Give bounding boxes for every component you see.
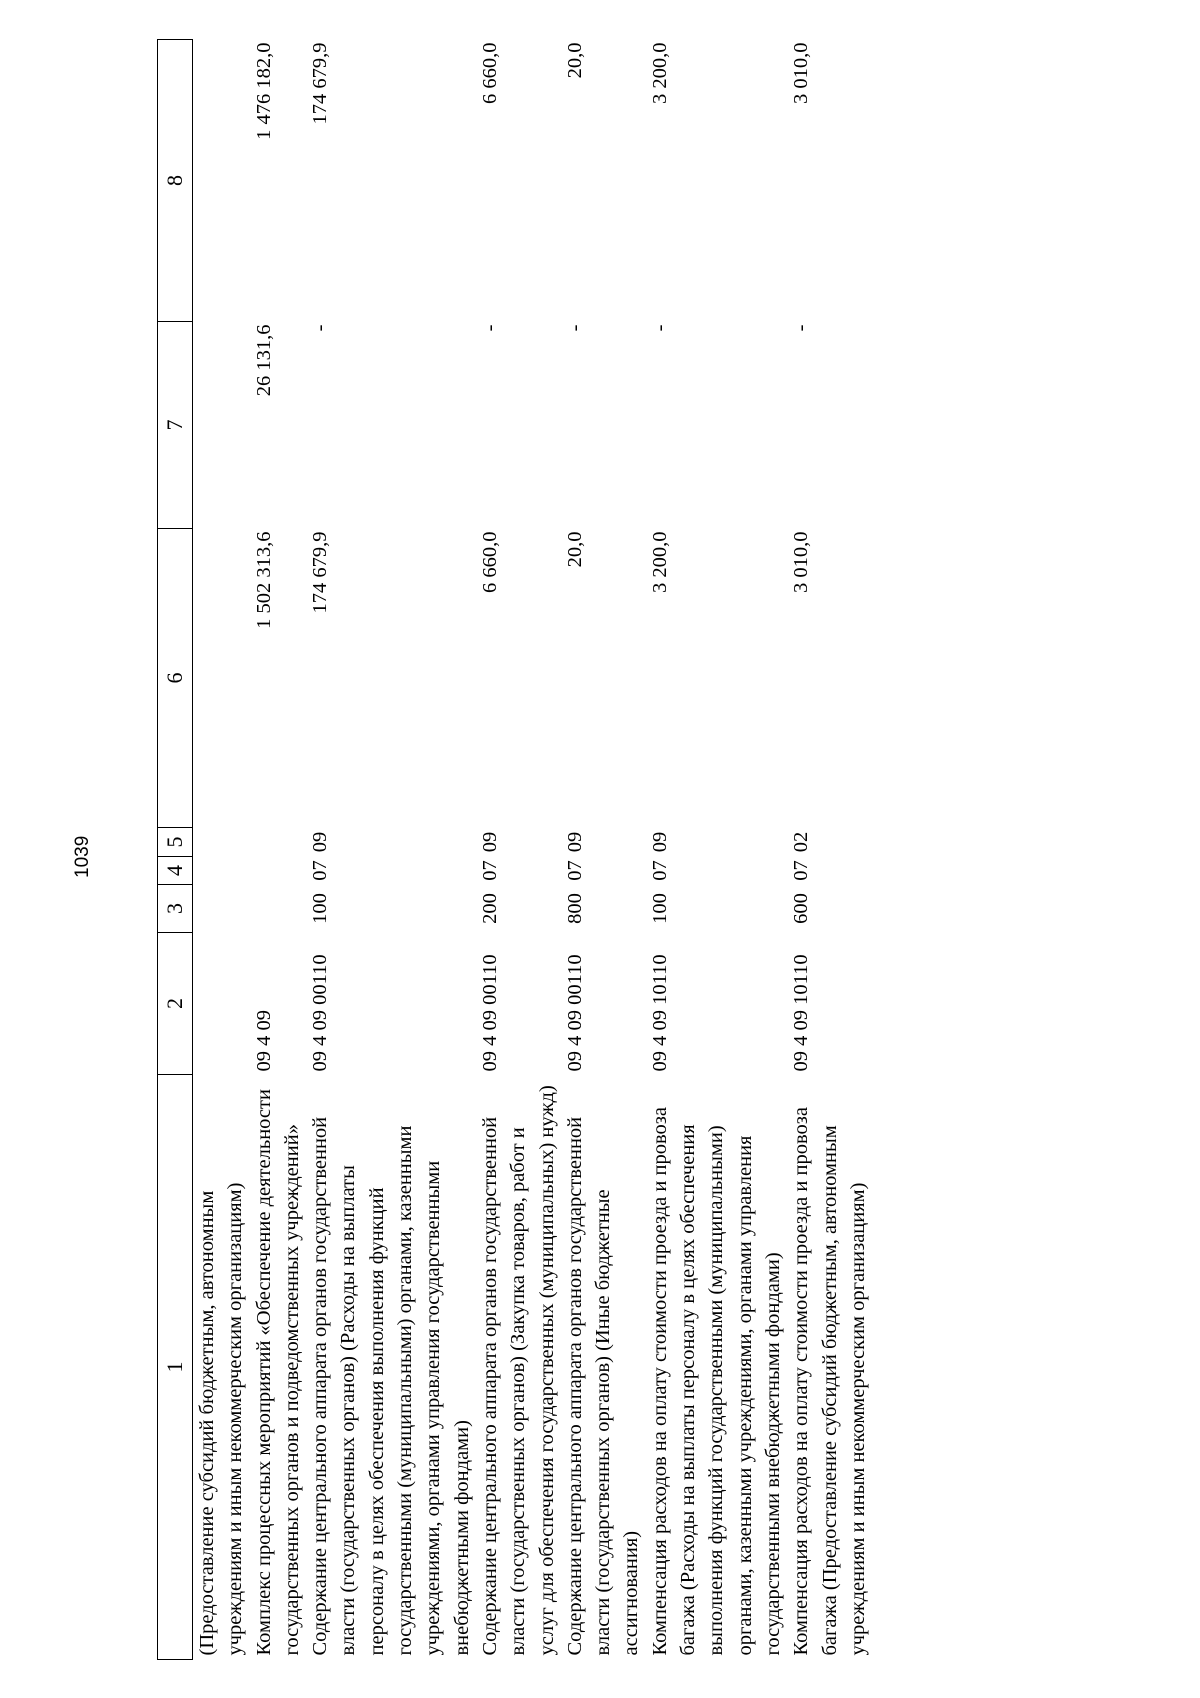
table-header xyxy=(158,40,193,1660)
change-amount: - xyxy=(648,324,671,332)
program-code: 09 4 09 00110 xyxy=(478,954,501,1072)
row-name: (Предоставление субсидий бюджетным, автономным учреждениям и иным некоммерческим организациям) xyxy=(196,1182,247,1656)
amount xyxy=(193,529,250,828)
budget-table xyxy=(157,39,872,1660)
header-row xyxy=(158,40,193,1660)
table-body xyxy=(193,40,873,1660)
subsection-code: 09 xyxy=(478,831,501,853)
subsection-code xyxy=(193,828,250,857)
section-code xyxy=(193,857,250,885)
program-code: 09 4 09 xyxy=(252,1010,275,1072)
table-row xyxy=(646,40,787,1660)
expense-type-code: 100 xyxy=(648,893,671,924)
total-amount: 3 200,0 xyxy=(648,42,671,104)
total-amount: 1 476 182,0 xyxy=(252,42,275,140)
total-amount: 20,0 xyxy=(563,42,586,79)
total-amount: 174 679,9 xyxy=(309,42,332,125)
amount: 6 660,0 xyxy=(478,531,501,593)
expense-type-code xyxy=(193,885,250,933)
row-name: Компенсация расходов на оплату стоимости проезда и провоза багажа (Предоставление субсидий бюджетным, автономным учреждениям и иным некоммерческим организациям) xyxy=(790,1107,869,1656)
expense-type-code: 100 xyxy=(309,893,332,924)
program-code: 09 4 09 00110 xyxy=(309,954,332,1072)
subsection-code: 09 xyxy=(648,831,671,853)
column-header: 7 xyxy=(158,322,193,529)
row-name: Содержание центрального аппарата органов государственной власти (государственных органов) (Иные бюджетные ассигнования) xyxy=(563,1116,643,1656)
column-header: 3 xyxy=(158,885,193,933)
page-number: 1039 xyxy=(72,835,93,878)
program-code: 09 4 09 10110 xyxy=(648,954,671,1072)
subsection-code: 09 xyxy=(309,831,332,853)
section-code: 07 xyxy=(563,860,586,881)
column-header: 6 xyxy=(158,529,193,828)
program-code: 09 4 09 10110 xyxy=(790,954,813,1072)
expense-type-code: 200 xyxy=(478,893,501,924)
table-row xyxy=(193,40,250,1660)
section-code: 07 xyxy=(478,860,501,881)
change-amount xyxy=(193,322,250,529)
amount: 20,0 xyxy=(563,531,586,568)
table-row xyxy=(306,40,476,1660)
change-amount: 26 131,6 xyxy=(252,324,275,397)
column-header: 8 xyxy=(158,40,193,322)
change-amount: - xyxy=(563,324,586,332)
amount: 174 679,9 xyxy=(309,531,332,614)
subsection-code: 02 xyxy=(790,831,813,853)
expense-type-code xyxy=(250,885,307,933)
expense-type-code: 800 xyxy=(563,893,586,924)
program-code xyxy=(193,933,250,1075)
total-amount: 6 660,0 xyxy=(478,42,501,104)
total-amount: 3 010,0 xyxy=(790,42,813,104)
column-header: 1 xyxy=(158,1075,193,1660)
table-row xyxy=(476,40,561,1660)
row-name: Содержание центрального аппарата органов государственной власти (государственных органов) (Закупка товаров, работ и услуг для обеспечения государственных (муниципальных) нужд) xyxy=(478,1085,558,1656)
change-amount: - xyxy=(478,324,501,332)
column-header: 5 xyxy=(158,828,193,857)
row-name: Компенсация расходов на оплату стоимости проезда и провоза багажа (Расходы на выплаты персоналу в целях обеспечения выполнения функций государственными (муниципальными) органами, казенными учреждениями, органами управления государственными внебюджетными фондами) xyxy=(648,1107,784,1656)
subsection-code xyxy=(250,828,307,857)
row-name: Комплекс процессных мероприятий «Обеспечение деятельности государственных органов и подведомственных учреждений» xyxy=(252,1089,303,1656)
amount: 3 200,0 xyxy=(648,531,671,593)
change-amount: - xyxy=(309,324,332,332)
total-amount xyxy=(193,40,250,322)
column-header: 4 xyxy=(158,857,193,885)
section-code xyxy=(250,857,307,885)
section-code: 07 xyxy=(790,860,813,881)
section-code: 07 xyxy=(309,860,332,881)
section-code: 07 xyxy=(648,860,671,881)
table-row xyxy=(250,40,307,1660)
column-header: 2 xyxy=(158,933,193,1075)
amount: 1 502 313,6 xyxy=(252,531,275,629)
change-amount: - xyxy=(790,324,813,332)
amount: 3 010,0 xyxy=(790,531,813,593)
table-row xyxy=(561,40,646,1660)
expense-type-code: 600 xyxy=(790,893,813,924)
table-row xyxy=(787,40,872,1660)
program-code: 09 4 09 00110 xyxy=(563,954,586,1072)
row-name: Содержание центрального аппарата органов государственной власти (государственных органов) (Расходы на выплаты персоналу в целях обеспечения выполнения функций государственными (муниципальными) органами, казенными учреждениями, органами управления государственными внебюджетными фондами) xyxy=(309,1116,473,1656)
subsection-code: 09 xyxy=(563,831,586,853)
